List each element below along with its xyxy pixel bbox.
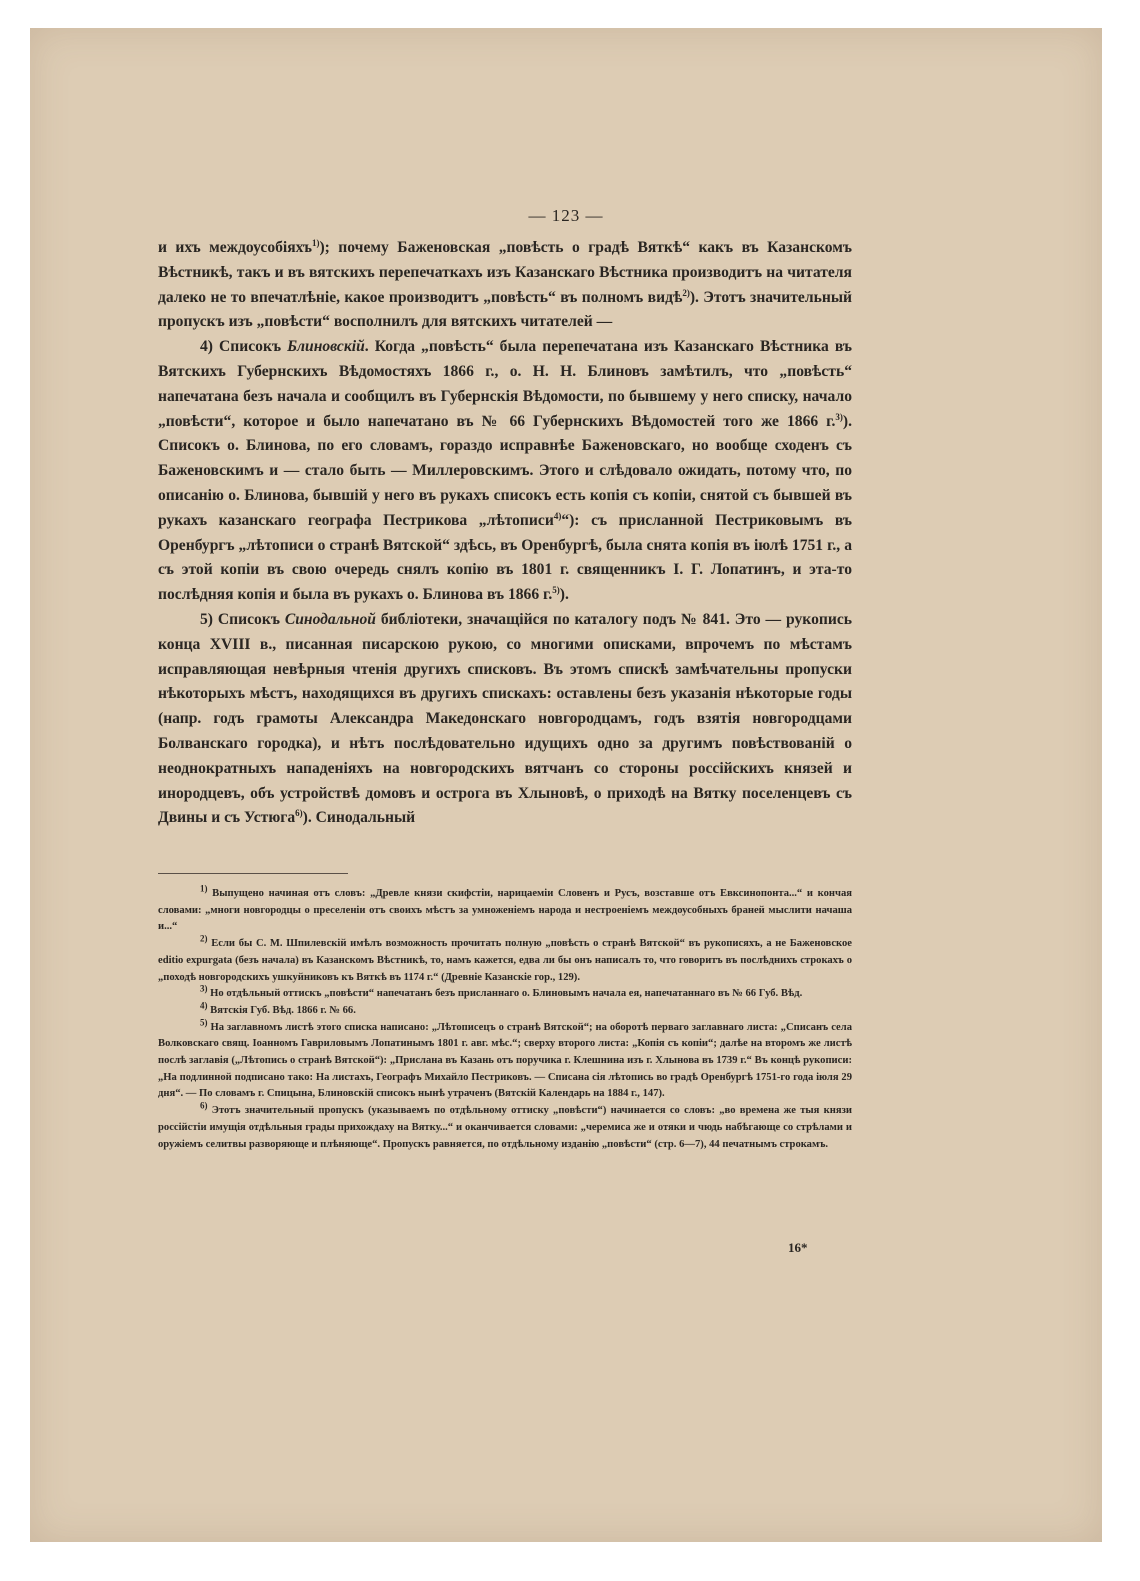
text-run: 4) Списокъ (200, 338, 288, 356)
main-text (158, 236, 852, 831)
footnote-mark: 1) (200, 883, 208, 894)
footnote-ref-3: 3) (835, 411, 843, 422)
footnote-ref-6: 6) (295, 808, 303, 819)
paragraph-synodal-list (158, 608, 852, 831)
footnote-mark: 2) (200, 933, 208, 944)
footnote-ref-4: 4) (553, 510, 562, 521)
footnote-text: Но отдѣльный оттискъ „повѣсти“ напечатанъ безъ присланнаго о. Блиновымъ начала ея, напечатаннаго въ № 66 Губ. Вѣд. (207, 988, 803, 1000)
text-run: ); почему Баженовская „повѣсть о градѣ Вяткѣ“ какъ въ Казанскомъ Вѣстникѣ, такъ и въ вятскихъ перепечаткахъ изъ Казанскаго Вѣстника производитъ на читателя далеко не то впечатлѣніе, какое производитъ „повѣсть“ въ полномъ видѣ (158, 239, 852, 306)
page-scan (30, 28, 1102, 1542)
page-number: — 123 — (528, 206, 604, 225)
footnote-mark: 4) (200, 1000, 208, 1011)
footnote-ref-1: 1) (311, 237, 320, 248)
text-run: “): съ присланной Пестриковымъ въ Оренбургъ „лѣтописи о странѣ Вятской“ здѣсь, въ Оренбургѣ, была снята копія въ іюлѣ 1751 г., а съ этой копіи въ свою очередь снялъ копію въ 1801 г. священникъ І. Г. Лопатинъ, и эта-то послѣдняя копія и была въ рукахъ о. Блинова въ 1866 г. (158, 511, 852, 604)
footnote-divider (158, 873, 348, 874)
printer-signature-mark: 16* (788, 1240, 808, 1255)
text-run: ). Этотъ значительный пропускъ изъ „повѣсти“ восполнилъ для вятскихъ читателей — (158, 288, 852, 331)
text-run: 5) Списокъ (200, 610, 285, 628)
footnote-mark: 6) (200, 1100, 208, 1111)
footnote-text: Вятскія Губ. Вѣд. 1866 г. № 66. (207, 1004, 356, 1016)
footnote-1 (158, 883, 852, 936)
footnote-text: Этотъ значительный пропускъ (указываемъ по отдѣльному оттиску „повѣсти“) начинается со словъ: „во времена же тыя князи россійстіи имущія отдѣльныя грады прихождаху на Вятку...“ и оканчивается словами: „черемиса же и отяки и чюдь набѣгающе со стрѣлами и оружіемъ селитвы разворяюще и плѣняюще“. Пропускъ равняется, по отдѣльному изданію „повѣсти“ (стр. 6—7), 44 печатнымъ строкамъ. (158, 1105, 852, 1150)
footnote-text: Выпущено начиная отъ словъ: „Древле князи скифстіи, нарицаеміи Словенъ и Русъ, возставше отъ Евксинопонта...“ и кончая словами: „многи новгородцы о преселеніи отъ своихъ мѣстъ за умноженіемъ народа и нестроеніемъ междоусобныхъ браней мыслити начаша и...“ (158, 888, 852, 933)
footnote-mark: 5) (200, 1017, 208, 1028)
paragraph-continuation (158, 236, 852, 335)
footnote-4 (158, 1000, 852, 1020)
footnote-ref-2: 2) (682, 287, 690, 298)
text-run: ). Синодальный (302, 809, 416, 827)
text-run: ). (559, 586, 569, 604)
footnote-text: Если бы С. М. Шпилевскій имѣлъ возможность прочитать полную „повѣсть о странѣ Вятской“ въ рукописяхъ, а не Баженовское editio expurgata (безъ начала) въ Казанскомъ Вѣстникѣ, то, намъ кажется, едва ли бы онъ написалъ то, что говоритъ въ послѣднихъ строкахъ о „походѣ новгородскихъ ушкуйниковъ къ Вяткѣ въ 1174 г.“ (Древніе Казанскіе гор., 129). (158, 938, 852, 983)
emphasis: Синодальной (284, 610, 376, 628)
footnote-text: На заглавномъ листѣ этого списка написано: „Лѣтописецъ о странѣ Вятской“; на оборотѣ перваго заглавнаго листа: „Списанъ села Волковскаго свящ. Іоанномъ Гавриловымъ Лопатинымъ 1801 г. авг. мѣс.“; сверху второго листа: „Копія съ копіи“; далѣе на второмъ же листѣ послѣ заглавія („Лѣтопись о странѣ Вятской“): „Прислана въ Казань отъ поручика г. Клешнина изъ г. Хлынова въ 1739 г.“ Въ концѣ рукописи: „На подлинной подписано тако: На листахъ, Географъ Михайло Пестриковъ. — Списана сія лѣтопись во градѣ Оренбургѣ 1751-го года іюля 29 дня“. — По словамъ г. Спицына, Блиновскій списокъ нынѣ утраченъ (Вятскій Календарь на 1884 г., 147). (158, 1021, 852, 1100)
footnote-5 (158, 1017, 852, 1104)
footnote-ref-5: 5) (552, 584, 560, 595)
text-run: ). Списокъ о. Блинова, по его словамъ, гораздо исправнѣе Баженовскаго, но вообще сходенъ съ Баженовскимъ и — стало быть — Миллеровскимъ. Этого и слѣдовало ожидать, потому что, по описанію о. Блинова, бывшій у него въ рукахъ списокъ есть копія съ копіи, снятой съ бывшей въ рукахъ казанскаго географа Пестрикова „лѣтописи (158, 412, 852, 529)
text-run: . Когда „повѣсть“ была перепечатана изъ Казанскаго Вѣстника въ Вятскихъ Губернскихъ Вѣдомостяхъ 1866 г., о. Н. Н. Блиновъ замѣтилъ, что „повѣсть“ напечатана безъ начала и сообщилъ въ Губернскія Вѣдомости, по бывшему у него списку, начало „повѣсти“, которое и было напечатано въ № 66 Губернскихъ Вѣдомостей того же 1866 г. (158, 338, 853, 430)
paragraph-blinov-list (158, 335, 852, 608)
footnotes (158, 883, 852, 1153)
footnote-3 (158, 983, 852, 1003)
text-run: и ихъ междоусобіяхъ (158, 239, 312, 256)
text-run: библіотеки, значащійся по каталогу подъ № 841. Это — рукопись конца XVIII в., писанная писарскою рукою, со многими описками, впрочемъ по мѣстамъ исправляющая невѣрныя чтенія другихъ списковъ. Въ этомъ спискѣ замѣчательны пропуски нѣкоторыхъ мѣстъ, находящихся въ другихъ спискахъ: оставлены безъ указанія нѣкоторые годы (напр. годъ грамоты Александра Македонскаго новгородцамъ, годъ взятія новгородцами Болванскаго городка), и нѣтъ послѣдовательно идущихъ одно за другимъ повѣствованій о неоднократныхъ нападеніяхъ на новгородскихъ вятчанъ со стороны россійскихъ князей и инородцевъ, объ устройствѣ домовъ и острога въ Хлыновѣ, о приходѣ на Вятку поселенцевъ съ Двины и съ Устюга (158, 610, 853, 827)
footnote-6 (158, 1100, 852, 1153)
footnote-mark: 3) (200, 983, 208, 994)
footnote-2 (158, 933, 852, 986)
emphasis: Блиновскій (287, 338, 365, 356)
